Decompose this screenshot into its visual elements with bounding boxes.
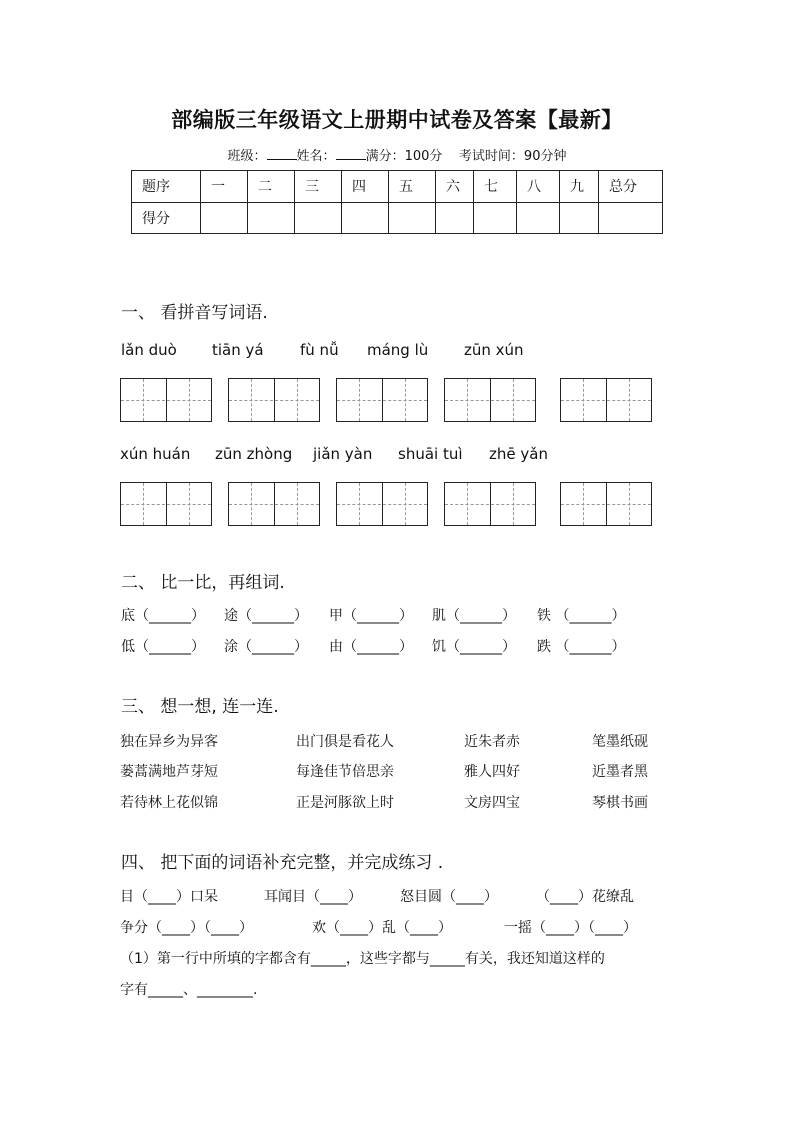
section3-heading: 三、 想一想, 连一连. [121,697,279,717]
pinyin-item: máng lù [367,341,429,359]
pinyin-item: jiǎn yàn [313,445,373,463]
compare-item: 饥（______） [432,639,516,655]
writing-grid[interactable] [120,378,212,422]
compare-item: 低（______） [121,639,205,655]
score-cell[interactable] [201,202,248,234]
pinyin-item: lǎn duò [121,341,177,359]
score-header-cell: 总分 [599,171,663,203]
class-label: 班级： [227,149,267,164]
writing-grid[interactable] [336,378,428,422]
compare-item: 涂（______） [224,639,308,655]
match-item[interactable]: 笔墨纸砚 [592,734,648,750]
compare-item: 铁 （______） [537,608,626,624]
compare-item: 跌 （______） [537,639,626,655]
section4-heading: 四、 把下面的词语补充完整，并完成练习 . [121,853,444,873]
compare-item: 肌（______） [432,608,516,624]
match-item[interactable]: 若待林上花似锦 [120,795,218,811]
score-header-cell: 一 [201,171,248,203]
pinyin-item: fù nǚ [300,341,339,359]
compare-item: 由（______） [329,639,413,655]
score-header-cell: 五 [389,171,436,203]
score-header-row [132,171,663,203]
match-item[interactable]: 琴棋书画 [592,795,648,811]
score-cell[interactable] [474,202,517,234]
score-cell[interactable] [436,202,474,234]
writing-grid[interactable] [228,482,320,526]
section2-heading: 二、 比一比，再组词. [121,573,285,593]
compare-item: 甲（______） [329,608,413,624]
pinyin-item: tiān yá [212,341,264,359]
pinyin-item: shuāi tuì [398,445,463,463]
score-header-cell: 九 [560,171,599,203]
match-item[interactable]: 近朱者赤 [464,734,520,750]
pinyin-item: zhē yǎn [489,445,548,463]
section1-heading: 一、 看拼音写词语. [121,303,268,323]
score-header-cell: 四 [342,171,389,203]
score-cell[interactable] [599,202,663,234]
full-score: 满分：100分 [365,149,443,164]
pinyin-item: zūn zhòng [215,445,293,463]
writing-grid[interactable] [120,482,212,526]
match-item[interactable]: 雅人四好 [464,764,520,780]
idiom-item: 争分（____）（____） [120,920,253,936]
compare-item: 底（______） [121,608,205,624]
question-text: （1）第一行中所填的字都含有_____，这些字都与_____有关，我还知道这样的 [120,951,605,967]
name-blank [336,147,366,160]
score-cell[interactable] [342,202,389,234]
idiom-item: 一摇（____）（____） [504,920,637,936]
writing-grid[interactable] [336,482,428,526]
writing-grid[interactable] [560,378,652,422]
page-title: 部编版三年级语文上册期中试卷及答案【最新】 [171,107,623,132]
writing-grid[interactable] [560,482,652,526]
pinyin-item: zūn xún [464,341,524,359]
idiom-item: （____）花缭乱 [536,889,634,905]
score-header-cell: 七 [474,171,517,203]
match-item[interactable]: 近墨者黑 [592,764,648,780]
idiom-item: 目（____）口呆 [120,889,218,905]
writing-grid[interactable] [444,482,536,526]
score-header-cell: 二 [248,171,295,203]
score-header-cell: 八 [517,171,560,203]
match-item[interactable]: 蒌蒿满地芦芽短 [120,764,218,780]
score-cell[interactable] [560,202,599,234]
score-header-cell: 题序 [132,171,201,203]
pinyin-item: xún huán [120,445,191,463]
score-row-label: 得分 [132,202,201,234]
idiom-item: 欢（____）乱（____） [312,920,452,936]
score-table [131,170,663,234]
score-cell[interactable] [517,202,560,234]
exam-time: 考试时间：90分钟 [458,149,567,164]
match-item[interactable]: 独在异乡为异客 [120,734,218,750]
exam-info [0,145,794,164]
score-header-cell: 六 [436,171,474,203]
score-header-cell: 三 [295,171,342,203]
match-item[interactable]: 每逢佳节倍思亲 [296,764,394,780]
score-cell[interactable] [389,202,436,234]
idiom-item: 耳闻目（____） [264,889,362,905]
score-cell[interactable] [295,202,342,234]
match-item[interactable]: 文房四宝 [464,795,520,811]
score-value-row [132,202,663,234]
question-text: 字有_____、________. [120,982,258,998]
score-cell[interactable] [248,202,295,234]
match-item[interactable]: 正是河豚欲上时 [296,795,394,811]
name-label: 姓名： [296,149,336,164]
compare-item: 途（______） [224,608,308,624]
writing-grid[interactable] [444,378,536,422]
match-item[interactable]: 出门俱是看花人 [296,734,394,750]
class-blank [267,147,297,160]
writing-grid[interactable] [228,378,320,422]
idiom-item: 怒目圆（____） [400,889,498,905]
